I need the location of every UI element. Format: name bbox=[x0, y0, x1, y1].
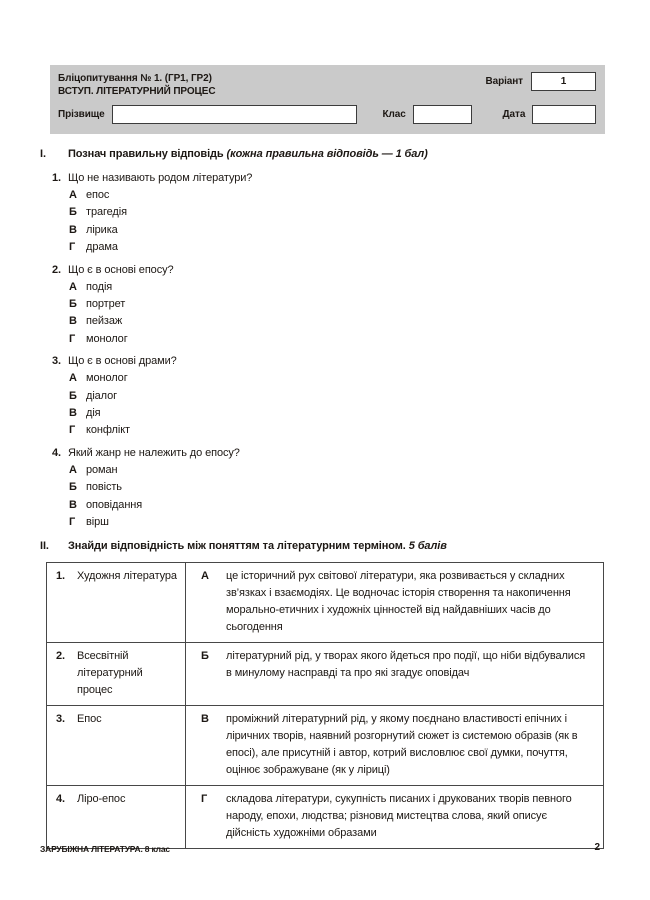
variant-label: Варіант bbox=[485, 76, 523, 87]
table-row bbox=[47, 706, 604, 786]
class-field[interactable] bbox=[413, 105, 472, 124]
section-2-points: 5 балів bbox=[408, 540, 447, 552]
question-text: Який жанр не належить до епосу? bbox=[68, 446, 240, 459]
definition-cell bbox=[186, 706, 604, 786]
answer-option[interactable] bbox=[69, 331, 606, 348]
answer-option[interactable] bbox=[69, 313, 606, 330]
answer-option[interactable] bbox=[69, 422, 606, 439]
variant-field[interactable]: 1 bbox=[531, 72, 596, 91]
question-number: 3. bbox=[52, 355, 61, 368]
option-text: повість bbox=[86, 481, 122, 494]
section-1-numeral: I. bbox=[40, 148, 46, 160]
section-1-heading bbox=[40, 146, 606, 162]
option-text: епос bbox=[86, 189, 110, 201]
section-2-numeral: II. bbox=[40, 540, 49, 552]
option-letter: Г bbox=[69, 516, 76, 529]
surname-label: Прізвище bbox=[58, 109, 105, 120]
question-line bbox=[52, 353, 606, 370]
option-text: лірика bbox=[86, 223, 118, 236]
table-row bbox=[47, 563, 604, 643]
option-text: подія bbox=[86, 280, 113, 293]
option-letter: Б bbox=[69, 206, 77, 219]
answer-option[interactable] bbox=[69, 239, 606, 256]
answer-option[interactable] bbox=[69, 479, 606, 496]
definition-cell bbox=[186, 563, 604, 643]
definition-text: літературний рід, у творах якого йдеться про події, що ніби відбувалися в минулому насправді та про які згадує оповідач bbox=[226, 650, 586, 679]
option-letter: А bbox=[69, 280, 77, 293]
option-letter: А bbox=[69, 189, 77, 201]
answer-option[interactable] bbox=[69, 405, 606, 422]
option-text: дія bbox=[86, 407, 101, 420]
term-text: Всесвітній літературний процес bbox=[77, 650, 143, 696]
question-text: Що не називають родом літератури? bbox=[68, 172, 253, 184]
definition-letter: Г bbox=[201, 793, 208, 805]
question-1 bbox=[52, 170, 606, 257]
question-2 bbox=[52, 262, 606, 349]
option-letter: Б bbox=[69, 389, 77, 402]
definition-letter: А bbox=[201, 570, 209, 582]
term-cell bbox=[47, 786, 186, 849]
question-text: Що є в основі драми? bbox=[68, 355, 177, 368]
header-top-row bbox=[58, 72, 596, 98]
section-2 bbox=[40, 538, 606, 849]
question-number: 1. bbox=[52, 172, 61, 184]
option-text: пейзаж bbox=[86, 315, 123, 328]
definition-text: складова літератури, сукупність писаних і друкованих творів певного народу, епохи, людства; різновид мистецтва слова, який описує дійсність художніми образами bbox=[226, 793, 572, 839]
term-number: 3. bbox=[56, 713, 65, 725]
definition-text: проміжний літературний рід, у якому поєднано властивості епічних і ліричних творів, наявний розгорнутий сюжет із системою образів (як в епосі), але присутній і автор, котрий висловлює свої думки, почуття, оцінює зображуване (як у ліриці) bbox=[226, 713, 578, 776]
option-text: діалог bbox=[86, 389, 118, 402]
worksheet-title-line2: ВСТУП. ЛІТЕРАТУРНИЙ ПРОЦЕС bbox=[58, 86, 216, 97]
option-letter: Б bbox=[69, 481, 77, 494]
term-cell bbox=[47, 563, 186, 643]
footer-page-number: 2 bbox=[594, 842, 600, 853]
option-letter: А bbox=[69, 372, 77, 385]
definition-letter: Б bbox=[201, 650, 209, 662]
option-text: роман bbox=[86, 463, 118, 476]
table-row bbox=[47, 643, 604, 706]
answer-option[interactable] bbox=[69, 187, 606, 204]
term-cell bbox=[47, 643, 186, 706]
answer-option[interactable] bbox=[69, 514, 606, 531]
term-text: Ліро-епос bbox=[77, 793, 126, 805]
worksheet-title-line1: Бліцопитування № 1. (ГР1, ГР2) bbox=[58, 73, 212, 84]
option-letter: А bbox=[69, 463, 77, 476]
worksheet-header bbox=[50, 65, 605, 134]
date-label: Дата bbox=[502, 109, 526, 120]
worksheet-title bbox=[58, 72, 215, 98]
date-field[interactable] bbox=[532, 105, 596, 124]
variant-group bbox=[486, 72, 596, 91]
option-letter: В bbox=[69, 315, 77, 328]
option-letter: Г bbox=[69, 332, 76, 345]
answer-option[interactable] bbox=[69, 388, 606, 405]
option-letter: В bbox=[69, 223, 77, 236]
question-line bbox=[52, 262, 606, 279]
question-text: Що є в основі епосу? bbox=[68, 263, 174, 276]
answer-option[interactable] bbox=[69, 204, 606, 221]
answer-option[interactable] bbox=[69, 279, 606, 296]
option-text: монолог bbox=[86, 332, 128, 345]
answer-option[interactable] bbox=[69, 497, 606, 514]
option-text: портрет bbox=[86, 298, 126, 311]
option-letter: Г bbox=[69, 241, 76, 254]
term-number: 2. bbox=[56, 650, 65, 662]
term-text: Епос bbox=[77, 713, 102, 725]
question-4 bbox=[52, 445, 606, 532]
definition-cell bbox=[186, 786, 604, 849]
footer-book-title: ЗАРУБІЖНА ЛІТЕРАТУРА. 8 клас bbox=[40, 844, 170, 854]
section-1 bbox=[40, 146, 606, 537]
section-2-title: Знайди відповідність між поняттям та літературним терміном. 5 балів bbox=[68, 540, 447, 552]
option-text: трагедія bbox=[86, 206, 127, 219]
section-2-heading bbox=[40, 538, 606, 554]
term-number: 4. bbox=[56, 793, 65, 805]
question-3 bbox=[52, 353, 606, 440]
option-letter: Б bbox=[69, 298, 77, 311]
matching-table bbox=[46, 562, 604, 849]
term-text: Художня література bbox=[77, 570, 177, 582]
definition-text: це історичний рух світової літератури, яка розвивається у складних зв’язках і взаємодіях. Це водночас історія створення та накопичення морально-етичних і художніх цінностей від найдавніших часів до сьогодення bbox=[226, 570, 571, 633]
header-fields-row bbox=[58, 105, 596, 124]
option-letter: В bbox=[69, 498, 77, 511]
table-row bbox=[47, 786, 604, 849]
question-number: 4. bbox=[52, 446, 61, 459]
option-text: драма bbox=[86, 241, 118, 254]
surname-field[interactable] bbox=[112, 105, 357, 124]
option-text: вірш bbox=[86, 516, 109, 529]
option-text: конфлікт bbox=[86, 424, 130, 437]
term-number: 1. bbox=[56, 570, 65, 582]
answer-option[interactable] bbox=[69, 296, 606, 313]
option-letter: В bbox=[69, 407, 77, 420]
section-1-title: Познач правильну відповідь (кожна правильна відповідь — 1 бал) bbox=[68, 148, 428, 160]
option-text: оповідання bbox=[86, 498, 143, 511]
option-letter: Г bbox=[69, 424, 76, 437]
class-label: Клас bbox=[382, 109, 406, 120]
question-line bbox=[52, 445, 606, 462]
answer-option[interactable] bbox=[69, 222, 606, 239]
definition-letter: В bbox=[201, 713, 209, 725]
answer-option[interactable] bbox=[69, 462, 606, 479]
section-1-note: (кожна правильна відповідь — 1 бал) bbox=[226, 148, 428, 160]
option-text: монолог bbox=[86, 372, 128, 385]
term-cell bbox=[47, 706, 186, 786]
definition-cell bbox=[186, 643, 604, 706]
question-line bbox=[52, 170, 606, 187]
question-number: 2. bbox=[52, 263, 61, 276]
answer-option[interactable] bbox=[69, 370, 606, 387]
